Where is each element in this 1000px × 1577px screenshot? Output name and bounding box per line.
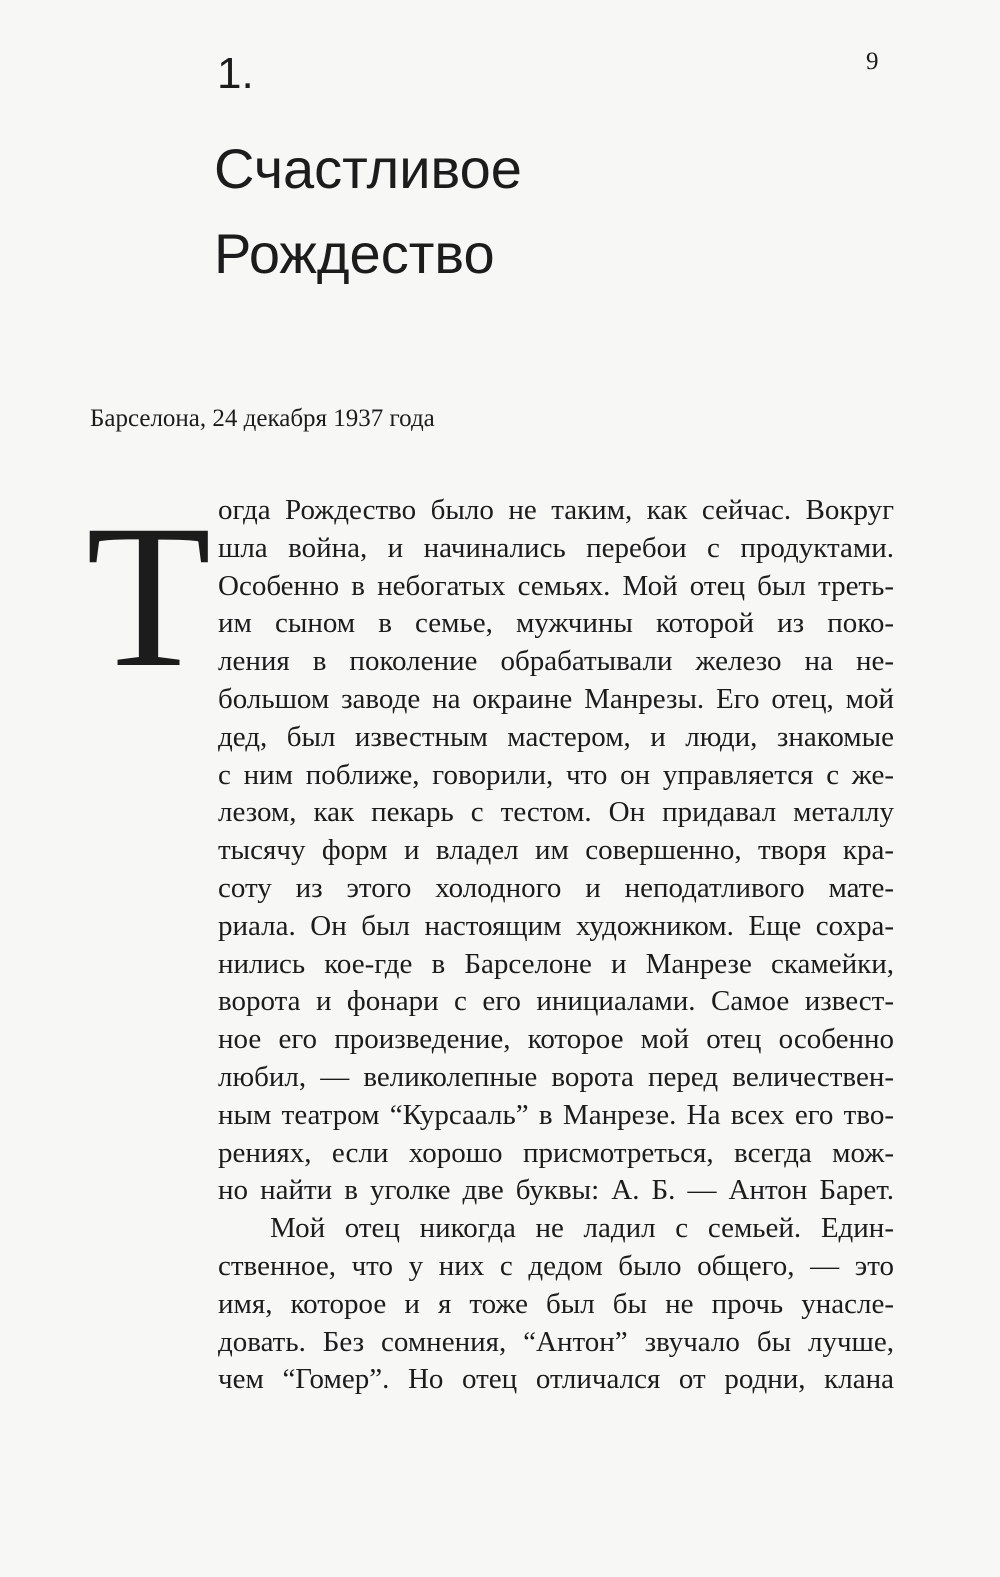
text-line: ное его произведение, которое мой отец особенно xyxy=(218,1023,894,1056)
body-text xyxy=(218,492,894,1399)
text-line: чем “Гомер”. Но отец отличался от родни, клана xyxy=(218,1363,894,1396)
chapter-title xyxy=(214,126,634,296)
text-line: шла война, и начинались перебои с продуктами. xyxy=(218,531,894,564)
text-line: рениях, если хорошо присмотреться, всегда мож- xyxy=(218,1136,894,1169)
text-line: с ним поближе, говорили, что он управляется с же- xyxy=(218,758,894,791)
place-date-heading: Барселона, 24 декабря 1937 года xyxy=(90,405,435,432)
chapter-title-line: Счастливое xyxy=(214,137,522,200)
text-line: ственное, что у них с дедом было общего, — это xyxy=(218,1249,894,1282)
text-line: лезом, как пекарь с тестом. Он придавал металлу xyxy=(218,796,894,829)
text-line: Особенно в небогатых семьях. Мой отец был треть- xyxy=(218,569,894,602)
text-line: имя, которое и я тоже был бы не прочь унасле- xyxy=(218,1287,894,1320)
drop-cap: Т xyxy=(86,483,212,710)
page-number: 9 xyxy=(866,48,879,75)
text-line: ления в поколение обрабатывали железо на не- xyxy=(218,645,894,678)
text-line: дед, был известным мастером, и люди, знакомые xyxy=(218,720,894,753)
text-line: им сыном в семье, мужчины которой из поко- xyxy=(218,607,894,640)
text-line: огда Рождество было не таким, как сейчас. Вокруг xyxy=(218,494,894,526)
text-line: ворота и фонари с его инициалами. Самое извест- xyxy=(218,985,894,1018)
text-line: довать. Без сомнения, “Антон” звучало бы лучше, xyxy=(218,1325,894,1358)
text-line: тысячу форм и владел им совершенно, творя кра- xyxy=(218,834,894,867)
chapter-title-line: Рождество xyxy=(214,222,495,285)
chapter-number: 1. xyxy=(217,49,254,98)
text-line: любил, — великолепные ворота перед величествен- xyxy=(218,1060,894,1093)
text-line: ным театром “Курсааль” в Манрезе. На всех его тво- xyxy=(218,1098,894,1131)
text-line: Мой отец никогда не ладил с семьей. Един- xyxy=(270,1212,894,1245)
text-line: но найти в уголке две буквы: А. Б. — Антон Барет. xyxy=(218,1174,894,1207)
text-line: нились кое-где в Барселоне и Манрезе скамейки, xyxy=(218,947,894,980)
text-line: соту из этого холодного и неподатливого мате- xyxy=(218,871,894,904)
text-line: большом заводе на окраине Манрезы. Его отец, мой xyxy=(218,682,894,715)
text-line: риала. Он был настоящим художником. Еще сохра- xyxy=(218,909,894,942)
